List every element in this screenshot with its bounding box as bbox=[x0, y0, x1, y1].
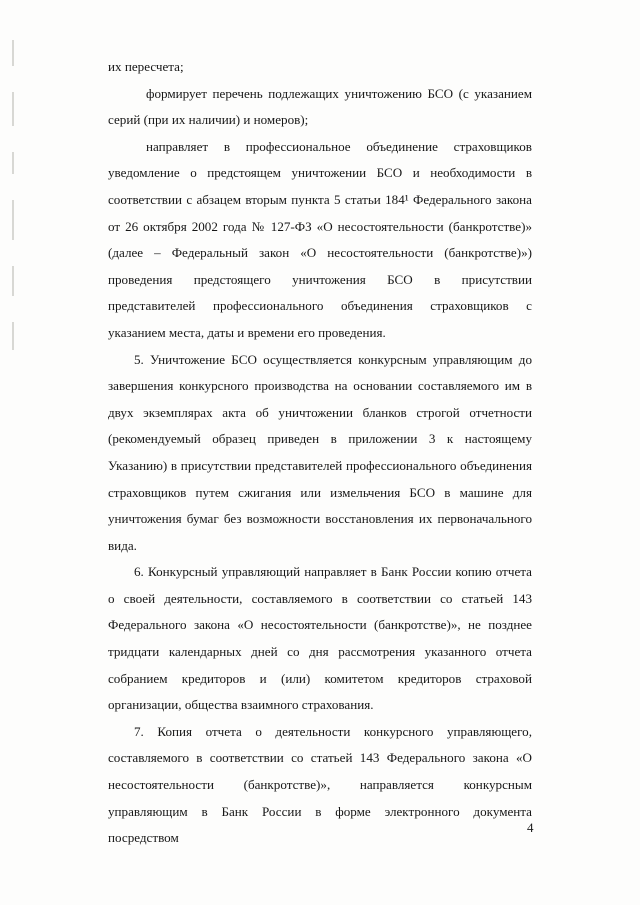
paragraph-clause-5: 5. Уничтожение БСО осуществляется конкурсным управляющим до завершения конкурсного производства на основании составляемого им в двух экземплярах акта об уничтожении бланков строгой отчетности (рекомендуемый образец приведен в приложении 3 к настоящему Указанию) в присутствии представителей профессионального объединения страховщиков путем сжигания или измельчения БСО в машине для уничтожения бумаг без возможности восстановления их первоначального вида. bbox=[108, 351, 532, 553]
paragraph-3: направляет в профессиональное объединение страховщиков уведомление о предстоящем уничтожении БСО и необходимости в соответствии с абзацем вторым пункта 5 статьи 184¹ Федерального закона от 26 октября 2002 года № 127-ФЗ «О несостоятельности (банкротстве)» (далее – Федеральный закон «О несостоятельности (банкротстве)») проведения предстоящего уничтожения БСО в присутствии представителей профессионального объединения страховщиков с указанием места, даты и времени его проведения. bbox=[108, 138, 532, 340]
scan-artifact-marks bbox=[12, 40, 16, 370]
paragraph-clause-6: 6. Конкурсный управляющий направляет в Банк России копию отчета о своей деятельности, составляемого в соответствии со статьей 143 Федерального закона «О несостоятельности (банкротстве)», не позднее тридцати календарных дней со дня рассмотрения указанного отчета собранием кредиторов и (или) комитетом кредиторов страховой организации, общества взаимного страхования. bbox=[108, 564, 532, 713]
paragraph-2: формирует перечень подлежащих уничтожению БСО (с указанием серий (при их наличии) и номеров); bbox=[108, 85, 532, 128]
paragraph-1: их пересчета; bbox=[108, 59, 184, 74]
document-body bbox=[108, 54, 532, 852]
paragraph-clause-7: 7. Копия отчета о деятельности конкурсного управляющего, составляемого в соответствии со статьей 143 Федерального закона «О несостоятельности (банкротстве)», направляется конкурсным управляющим в Банк России в форме электронного документа посредством bbox=[108, 723, 532, 846]
page-number: 4 bbox=[527, 820, 534, 835]
